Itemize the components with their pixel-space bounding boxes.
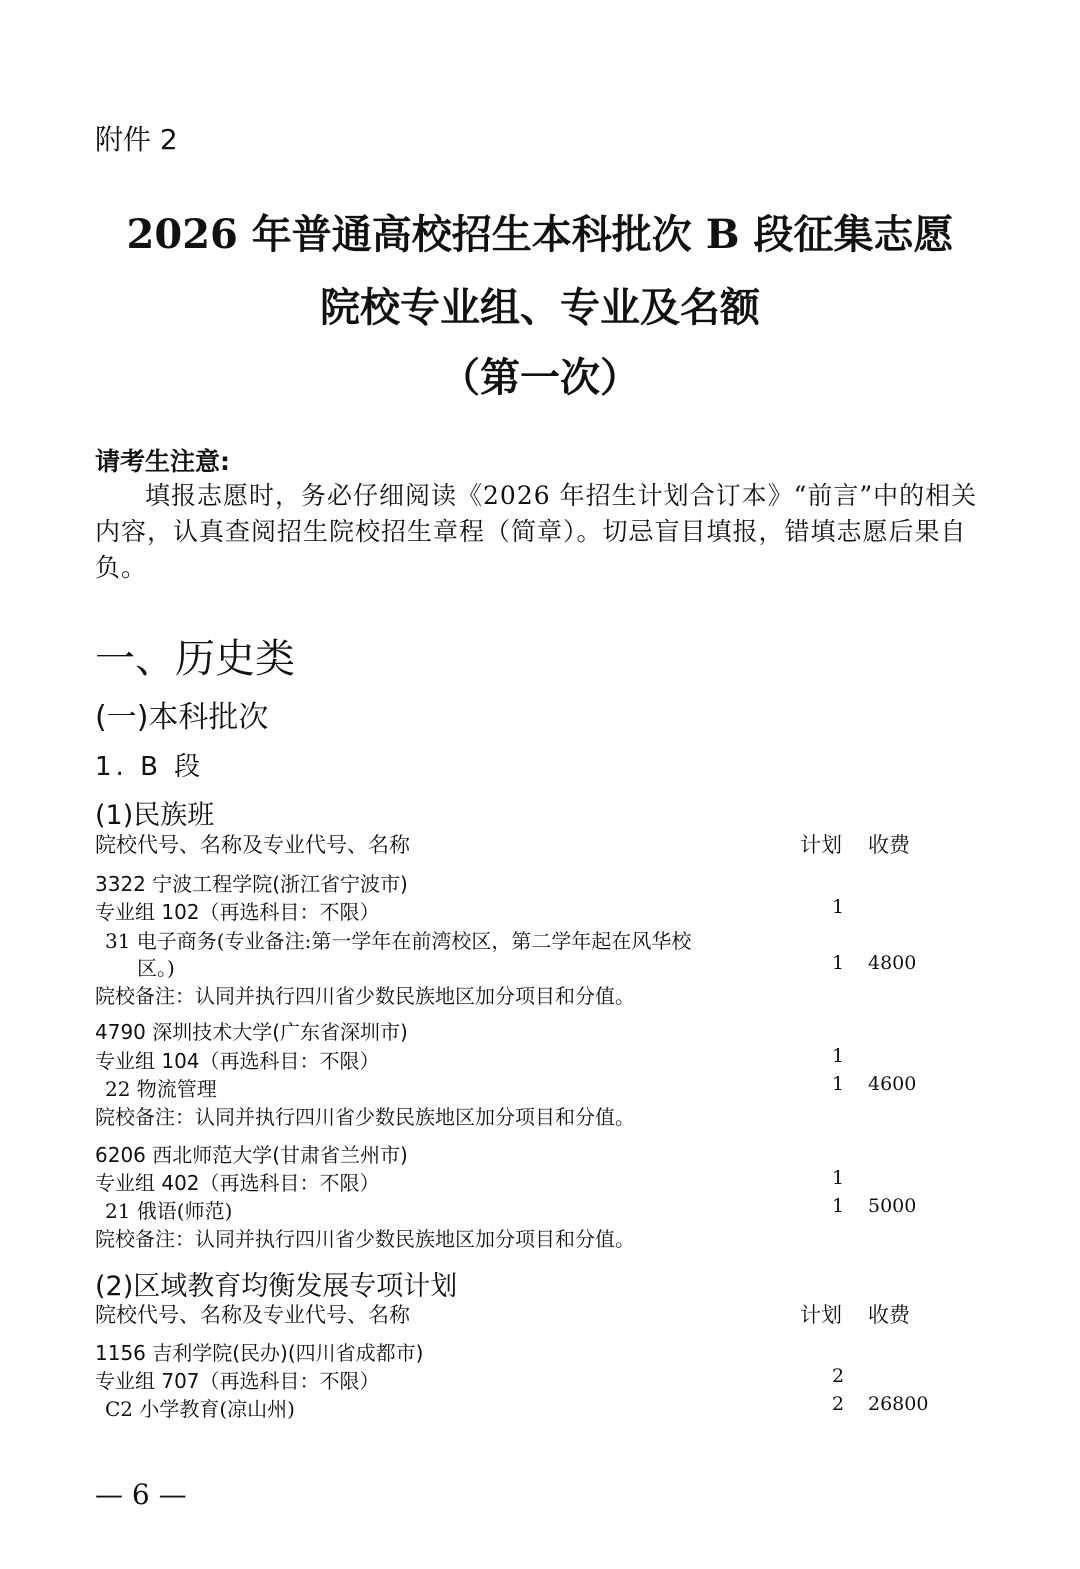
major-fee: 4600	[868, 1073, 917, 1095]
header-fee: 收费	[868, 833, 910, 857]
school-name: 6206 西北师范大学(甘肃省兰州市)	[95, 1143, 408, 1167]
major-fee: 4800	[868, 952, 917, 974]
school-remark-row	[0, 1223, 1080, 1251]
segment-heading: 1. B 段	[95, 752, 205, 782]
major-fee: 26800	[868, 1393, 929, 1415]
major-group-row	[0, 1365, 1080, 1393]
school-remark-row	[0, 980, 1080, 1008]
school-name: 1156 吉利学院(民办)(四川省成都市)	[95, 1341, 424, 1365]
school-remark: 院校备注：认同并执行四川省少数民族地区加分项目和分值。	[95, 1227, 635, 1251]
major-row	[0, 1073, 1080, 1101]
school-remark: 院校备注：认同并执行四川省少数民族地区加分项目和分值。	[95, 984, 635, 1008]
major-name: 21 俄语(师范)	[105, 1199, 233, 1223]
major-group-row	[0, 1045, 1080, 1073]
major-group: 专业组 104（再选科目：不限）	[95, 1049, 380, 1073]
header-plan: 计划	[800, 833, 842, 857]
document-title-line2: 院校专业组、专业及名额	[320, 284, 760, 331]
category-title: (1)民族班	[95, 800, 215, 831]
document-title-line3: （第一次）	[440, 354, 640, 401]
school-row	[0, 868, 1080, 896]
notice-heading: 请考生注意:	[95, 447, 230, 476]
group-plan: 1	[832, 1167, 845, 1189]
major-plan: 1	[832, 952, 845, 974]
major-group: 专业组 402（再选科目：不限）	[95, 1171, 380, 1195]
school-remark: 院校备注：认同并执行四川省少数民族地区加分项目和分值。	[95, 1105, 635, 1129]
school-name: 4790 深圳技术大学(广东省深圳市)	[95, 1020, 408, 1044]
major-row-continued	[0, 952, 1080, 980]
major-group: 专业组 707（再选科目：不限）	[95, 1369, 380, 1393]
major-row	[0, 1195, 1080, 1223]
section-heading: 一、历史类	[95, 636, 295, 682]
header-school-major: 院校代号、名称及专业代号、名称	[95, 1303, 410, 1327]
attachment-label: 附件 2	[95, 123, 178, 156]
major-fee: 5000	[868, 1195, 917, 1217]
major-name: C2 小学教育(凉山州)	[105, 1397, 295, 1421]
group-plan: 2	[832, 1365, 845, 1387]
major-name-continued: 区。)	[137, 956, 175, 980]
major-name: 31 电子商务(专业备注:第一学年在前湾校区，第二学年起在风华校	[105, 929, 692, 953]
document-title-line1: 2026 年普通高校招生本科批次 B 段征集志愿	[126, 211, 954, 258]
school-name: 3322 宁波工程学院(浙江省宁波市)	[95, 872, 408, 896]
school-row	[0, 1139, 1080, 1167]
major-row	[0, 925, 1080, 953]
notice-body: 填报志愿时，务必仔细阅读《2026 年招生计划合订本》“前言”中的相关内容，认真查阅招生院校招生章程（简章）。切忌盲目填报，错填志愿后果自负。	[95, 481, 978, 582]
group-plan: 1	[832, 1045, 845, 1067]
major-group-row	[0, 896, 1080, 924]
header-fee: 收费	[868, 1303, 910, 1327]
page-number: — 6 —	[95, 1478, 187, 1511]
school-row	[0, 1337, 1080, 1365]
batch-heading: (一)本科批次	[95, 700, 269, 735]
major-row	[0, 1393, 1080, 1421]
table-header	[0, 1299, 1080, 1329]
major-plan: 1	[832, 1195, 845, 1217]
header-school-major: 院校代号、名称及专业代号、名称	[95, 833, 410, 857]
group-plan: 1	[832, 896, 845, 918]
major-group: 专业组 102（再选科目：不限）	[95, 900, 380, 924]
major-plan: 2	[832, 1393, 845, 1415]
major-name: 22 物流管理	[105, 1077, 217, 1101]
school-row	[0, 1016, 1080, 1044]
category-title: (2)区域教育均衡发展专项计划	[95, 1271, 458, 1302]
major-plan: 1	[832, 1073, 845, 1095]
header-plan: 计划	[800, 1303, 842, 1327]
major-group-row	[0, 1167, 1080, 1195]
school-remark-row	[0, 1101, 1080, 1129]
table-header	[0, 829, 1080, 859]
